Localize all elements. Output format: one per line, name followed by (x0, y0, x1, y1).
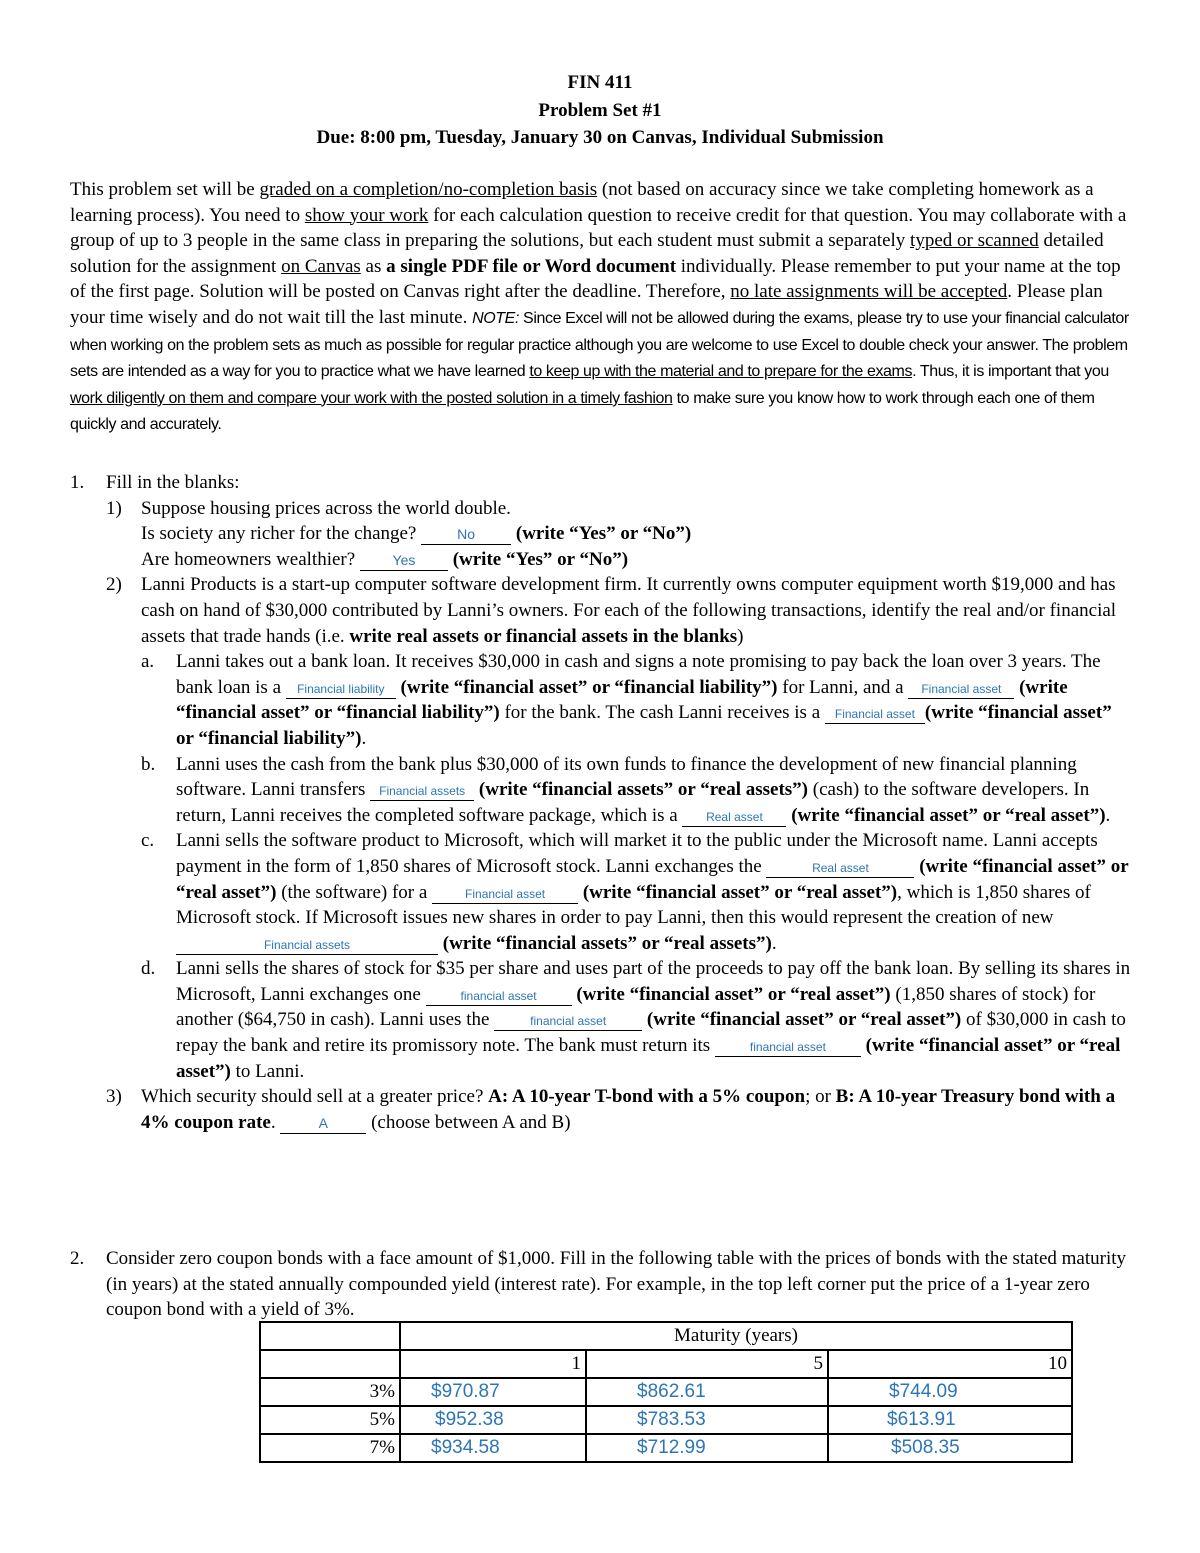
text: Lanni sells the software product to Microsoft, which will market it to the public under the Microsoft name. Lanni accepts payment in the form of 1,850 shares of Microsoft stock. Lanni exchanges the (176, 830, 1098, 877)
text: to Lanni. (230, 1060, 305, 1082)
answer-text: No (457, 526, 476, 543)
question-2 (70, 1246, 1132, 1323)
text: . (1105, 804, 1111, 826)
intro-underline: show your work (304, 204, 429, 226)
price-value: $613.91 (887, 1409, 956, 1431)
price-value: $712.99 (637, 1437, 706, 1459)
text: ; or (805, 1086, 836, 1108)
note-underline: work diligently on them and compare your work with the posted solution in a timely fashion (70, 389, 673, 407)
question-number: 1. (70, 472, 85, 493)
instruction: (write “financial asset” or “real asset”) (176, 855, 1129, 903)
text: Lanni takes out a bank loan. It receives $30,000 in cash and signs a note promising to pay back the loan over 3 years. The bank loan is a (176, 651, 1101, 698)
instruction: (write “financial assets” or “real assets”) (474, 779, 809, 801)
answer-blank[interactable] (682, 807, 786, 827)
instructions-paragraph (70, 177, 1132, 438)
sub-part-letter: b. (141, 753, 156, 775)
intro-text: detailed solution for the assignment (70, 230, 1104, 277)
due-date: Due: 8:00 pm, Tuesday, January 30 on Canvas, Individual Submission (316, 127, 884, 148)
part-number: 1) (106, 497, 122, 519)
question-1 (70, 470, 1132, 1135)
note-text: to make sure you know how to work through each one of them quickly and accurately. (70, 389, 1095, 434)
note-label: NOTE: (472, 309, 520, 327)
answer-text: Financial liability (297, 681, 385, 696)
maturity-row (260, 1350, 1072, 1378)
price-cell[interactable] (586, 1434, 828, 1462)
intro-text: as (360, 255, 387, 277)
answer-text: financial asset (460, 988, 537, 1003)
answer-blank[interactable] (766, 858, 914, 878)
part-2 (70, 572, 1132, 1084)
table-row (260, 1434, 1072, 1462)
answer-blank[interactable] (286, 679, 396, 699)
answer-text: Financial assets (379, 784, 466, 799)
table-row (260, 1378, 1072, 1406)
note-underline: to keep up with the material and to prepare for the exams (529, 363, 913, 381)
question-number: 2. (70, 1248, 85, 1269)
part-1 (70, 496, 1132, 573)
answer-text: financial asset (749, 1040, 826, 1055)
answer-text: Yes (392, 551, 416, 568)
instruction: (write “financial asset” or “real asset”) (786, 804, 1106, 826)
text: . (270, 1111, 281, 1133)
answer-blank[interactable] (426, 986, 572, 1006)
text: (the software) for a (276, 881, 433, 903)
text: . (771, 932, 777, 954)
price-value: $744.09 (889, 1381, 958, 1403)
option-b: B: A 10-year Treasury bond with a 4% coupon rate (141, 1086, 1116, 1133)
intro-text: individually. Please remember to put your name at the top of the first page. Solution will be posted on Canvas right after the deadline. Therefore, (70, 255, 1121, 303)
instruction: (write “financial asset” or “real asset”) (571, 983, 891, 1005)
price-value: $783.53 (637, 1409, 706, 1431)
instruction: (write “financial asset” or “real asset”) (646, 1009, 962, 1031)
answer-blank[interactable] (494, 1011, 642, 1031)
price-cell[interactable] (400, 1378, 586, 1406)
sub-part-b (141, 752, 1132, 829)
sub-part-a (141, 649, 1132, 751)
text: of $30,000 in cash to repay the bank and retire its promissory note. The bank must return its (176, 1009, 1126, 1057)
answer-text: Financial assets (263, 937, 351, 952)
price-cell[interactable] (828, 1406, 1072, 1434)
answer-blank[interactable] (825, 704, 925, 724)
table-corner (260, 1322, 400, 1350)
answer-blank[interactable] (715, 1037, 861, 1057)
sub-part-letter: d. (141, 958, 156, 980)
course-code: FIN 411 (567, 72, 633, 93)
problem-set-title: Problem Set #1 (538, 100, 662, 121)
part-3 (70, 1084, 1132, 1135)
text: (1,850 shares of stock) for another ($64,750 in cash). Lanni uses the (176, 983, 1096, 1031)
intro-bold: a single PDF file or Word document (386, 255, 677, 277)
text: (choose between A and B) (366, 1111, 571, 1133)
price-cell[interactable] (586, 1406, 828, 1434)
price-value: $952.38 (435, 1409, 504, 1431)
intro-text: . Please plan your time wisely and do not wait till the last minute. (70, 281, 1103, 328)
text: for the bank. The cash Lanni receives is a (499, 702, 825, 724)
maturity-cell: 10 (828, 1350, 1072, 1378)
question-title: Fill in the blanks: (106, 472, 240, 493)
note-text: . Thus, it is important that you (912, 363, 1109, 381)
sub-part-d (141, 956, 1132, 1084)
question-text: Consider zero coupon bonds with a face amount of $1,000. Fill in the following table with the prices of bonds with the stated maturity (in years) at the stated annually compounded yield (interest rate). For example, in the top left corner put the price of a 1-year zero coupon bond with a yield of 3%. (106, 1248, 1126, 1321)
yield-cell: 7% (260, 1434, 400, 1462)
answer-text: Financial asset (465, 886, 546, 901)
price-value: $934.58 (431, 1437, 500, 1459)
note-text: Since Excel will not be allowed during the exams, please try to use your financial calculator when working on the problem sets as much as possible for regular practice although you are welcome to use Excel to double check your answer. The problem sets are intended as a way for you to practice what we have learned (70, 309, 1129, 381)
part-1-question: Are homeowners wealthier? (141, 548, 360, 570)
text: . (361, 727, 367, 749)
instruction: (write “Yes” or “No”) (447, 548, 629, 570)
instruction: (write “financial asset” or “real asset”) (176, 1035, 1121, 1082)
answer-blank[interactable] (280, 1114, 366, 1134)
bond-price-table (259, 1321, 1073, 1463)
text: , which is 1,850 shares of Microsoft stock. If Microsoft issues new shares in order to pay Lanni, then this would represent the creation of new (176, 881, 1091, 929)
answer-blank[interactable] (421, 525, 511, 545)
price-value: $862.61 (637, 1381, 706, 1403)
instruction: (write “financial assets” or “real assets”) (442, 932, 772, 954)
text: Which security should sell at a greater price? (141, 1086, 489, 1108)
table-row (260, 1406, 1072, 1434)
instruction: (write “financial asset” or “financial liability”) (395, 676, 778, 698)
sub-part-letter: c. (141, 830, 155, 852)
part-number: 2) (106, 574, 122, 596)
price-value: $508.35 (891, 1437, 960, 1459)
price-cell[interactable] (828, 1434, 1072, 1462)
part-number: 3) (106, 1086, 122, 1108)
intro-underline: typed or scanned (910, 230, 1039, 252)
part-1-question: Is society any richer for the change? (141, 523, 422, 545)
table-corner (260, 1350, 400, 1378)
table-header: Maturity (years) (400, 1322, 1072, 1350)
answer-blank[interactable] (370, 781, 474, 801)
answer-blank[interactable] (432, 884, 578, 904)
maturity-cell: 5 (586, 1350, 828, 1378)
part-2-text: Lanni Products is a start-up computer software development firm. It currently owns computer equipment worth $19,000 and has cash on hand of $30,000 contributed by Lanni’s owners. For each of the following transactions, identify the real and/or financial assets that trade hands (i.e. (141, 574, 1117, 647)
intro-underline: on Canvas (281, 255, 361, 277)
intro-text: for each calculation question to receive credit for that question. You may collaborate with a group of up to 3 people in the same class in preparing the solutions, but each student must submit a separately (70, 204, 1127, 252)
yield-cell: 5% (260, 1406, 400, 1434)
answer-text: financial asset (530, 1014, 607, 1029)
intro-underline: graded on a completion/no-completion basis (259, 179, 598, 200)
answer-text: Real asset (706, 809, 763, 824)
sub-part-c (141, 828, 1132, 956)
answer-text: Financial asset (921, 681, 1002, 696)
part-2-bold: write real assets or financial assets in the blanks (349, 625, 738, 647)
instruction: (write “financial asset” or “financial liability”) (176, 676, 1068, 724)
text: (cash) to the software developers. In return, Lanni receives the completed software package, which is a (176, 779, 1090, 826)
option-a: A: A 10-year T-bond with a 5% coupon (488, 1086, 806, 1108)
answer-text: Financial asset (834, 707, 915, 722)
maturity-cell: 1 (400, 1350, 586, 1378)
answer-text: A (318, 1114, 328, 1131)
price-cell[interactable] (586, 1378, 828, 1406)
intro-underline: no late assignments will be accepted (730, 281, 1008, 303)
price-cell[interactable] (400, 1406, 586, 1434)
answer-blank[interactable] (176, 935, 438, 955)
price-cell[interactable] (828, 1378, 1072, 1406)
intro-text: (not based on accuracy since we take completing homework as a learning process). You need to (70, 179, 1094, 226)
part-1-line: Suppose housing prices across the world double. (141, 497, 511, 519)
sub-part-letter: a. (141, 651, 155, 673)
answer-blank[interactable] (908, 679, 1014, 699)
price-cell[interactable] (400, 1434, 586, 1462)
text: Lanni uses the cash from the bank plus $30,000 of its own funds to finance the development of new financial planning software. Lanni transfers (176, 753, 1077, 801)
text: for Lanni, and a (777, 676, 909, 698)
intro-text: This problem set will be (70, 179, 260, 200)
part-2-tail: ) (737, 625, 744, 647)
instruction: (write “financial asset” or “real asset”) (578, 881, 898, 903)
instruction: (write “financial asset” or “financial liability”) (176, 702, 1112, 749)
answer-text: Real asset (812, 860, 869, 875)
price-value: $970.87 (431, 1381, 500, 1403)
text: Lanni sells the shares of stock for $35 per share and uses part of the proceeds to pay off the bank loan. By selling its shares in Microsoft, Lanni exchanges one (176, 958, 1131, 1005)
answer-blank[interactable] (360, 551, 448, 571)
instruction: (write “Yes” or “No”) (511, 523, 692, 545)
yield-cell: 3% (260, 1378, 400, 1406)
